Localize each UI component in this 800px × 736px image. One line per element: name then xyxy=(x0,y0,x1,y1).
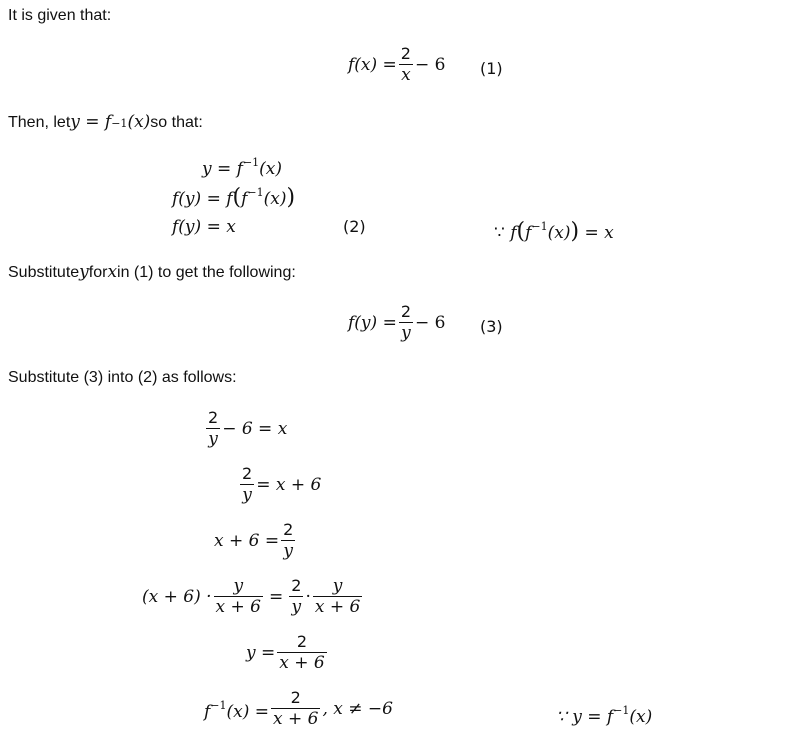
then-let-line xyxy=(8,112,203,134)
numerator: 2 xyxy=(296,632,308,651)
inline-x: x xyxy=(107,262,118,282)
fraction-y-over-x-plus-6 xyxy=(214,576,263,617)
for-text: for xyxy=(88,264,108,281)
equation-label-2: (2) xyxy=(343,217,366,236)
numerator: 2 xyxy=(400,44,411,63)
fraction-2-over-y xyxy=(206,408,220,449)
fraction-2-over-y xyxy=(281,520,295,561)
inline-y-eq-f: y = f xyxy=(70,112,112,132)
then-let-text: Then, let xyxy=(8,114,71,131)
numerator: 2 xyxy=(291,576,302,595)
fraction-y-over-x-plus-6 xyxy=(313,576,362,617)
because-y-eq-inverse xyxy=(556,700,652,728)
superscript: −1 xyxy=(531,220,548,233)
minus-six: − 6 xyxy=(415,312,446,333)
superscript: −1 xyxy=(247,186,264,199)
inverse-superscript: −1 xyxy=(111,117,128,130)
superscript: −1 xyxy=(613,704,630,717)
so-that-text: so that: xyxy=(150,114,203,131)
denominator: x + 6 xyxy=(215,597,261,617)
dot: · xyxy=(305,586,311,607)
eq-x-plus-6: = x + 6 xyxy=(256,474,322,495)
paren-x: (x) xyxy=(629,707,653,727)
numerator: 2 xyxy=(283,520,294,539)
inline-y: y xyxy=(79,262,89,282)
fraction-2-over-x-plus-6 xyxy=(277,632,326,673)
equation-label-1: (1) xyxy=(480,59,503,78)
rest-text: in (1) to get the following: xyxy=(117,264,296,281)
substitute-3-into-2: Substitute (3) into (2) as follows: xyxy=(8,369,237,386)
equation-1 xyxy=(348,44,445,85)
substitute-line xyxy=(8,262,296,283)
step-3 xyxy=(214,520,297,561)
denominator: y xyxy=(281,540,295,561)
denominator: x + 6 xyxy=(279,653,325,673)
fraction-2-over-x xyxy=(399,44,413,85)
superscript: −1 xyxy=(242,156,260,169)
denominator: x xyxy=(399,64,413,85)
eq-fy-eq-x: f(y) = x xyxy=(172,217,236,237)
numerator: y xyxy=(332,576,343,596)
eq-fy-compose: $f(y) = f(f^{-1}(x))$ xyxy=(172,185,296,210)
substitute-text: Substitute xyxy=(8,264,80,281)
equals: = xyxy=(269,586,284,607)
because-identity: ∵ $f(f^{-1}(x)) = x$ xyxy=(494,219,614,244)
denominator: y xyxy=(206,428,220,449)
x-plus-6-eq: x + 6 = xyxy=(214,530,280,551)
equation-3 xyxy=(348,302,445,343)
fraction-2-over-y xyxy=(399,302,413,343)
minus-six: − 6 xyxy=(414,54,446,75)
intro-text: It is given that: xyxy=(8,7,112,24)
y-eq: y = xyxy=(246,642,276,663)
equation-label-3: (3) xyxy=(480,317,503,336)
inner-f: f xyxy=(525,223,532,243)
numerator: y xyxy=(233,576,244,596)
fraction-2-over-x-plus-6 xyxy=(271,688,320,729)
because-symbol: ∵ xyxy=(494,223,505,243)
numerator: 2 xyxy=(208,408,219,427)
step-1 xyxy=(204,408,287,449)
domain-restriction: , x ≠ −6 xyxy=(322,698,393,719)
superscript: −1 xyxy=(210,698,227,712)
step-4 xyxy=(142,576,364,617)
denominator: y xyxy=(240,484,254,505)
paren-x: (x) xyxy=(547,223,571,243)
paren-x: (x) xyxy=(259,159,283,179)
denominator: y xyxy=(399,322,413,343)
inner-f: f xyxy=(241,189,248,209)
f: f xyxy=(204,701,211,722)
because-y-eq-f: ∵ y = f xyxy=(556,707,614,727)
f-inverse-lhs xyxy=(204,695,269,723)
f-of-x-lhs: f(x) = xyxy=(348,54,397,75)
f-of-y-lhs: f(y) = xyxy=(348,312,397,333)
numerator: 2 xyxy=(242,464,253,483)
f-y-eq: f(y) = xyxy=(172,189,221,209)
minus-six-eq-x: − 6 = x xyxy=(222,418,288,439)
denominator: x + 6 xyxy=(314,597,361,617)
numerator: 2 xyxy=(400,302,411,321)
y-eq-f: y = f xyxy=(202,159,243,179)
eq-y-inverse xyxy=(202,152,282,180)
step-6-result xyxy=(204,688,393,729)
outer-f: f xyxy=(510,223,517,243)
outer-f: f xyxy=(226,189,233,209)
fraction-2-over-y xyxy=(289,576,303,617)
x-plus-6-times: (x + 6) · xyxy=(142,586,212,607)
paren-x-eq: (x) = xyxy=(226,701,270,722)
eq-x: = x xyxy=(584,223,614,243)
denominator: y xyxy=(289,596,303,617)
numerator: 2 xyxy=(290,688,301,707)
step-5 xyxy=(246,632,329,673)
fraction-2-over-y xyxy=(240,464,254,505)
inline-paren-x: (x) xyxy=(127,112,151,132)
denominator: x + 6 xyxy=(273,709,319,729)
step-2 xyxy=(238,464,321,505)
paren-x: (x) xyxy=(263,189,287,209)
